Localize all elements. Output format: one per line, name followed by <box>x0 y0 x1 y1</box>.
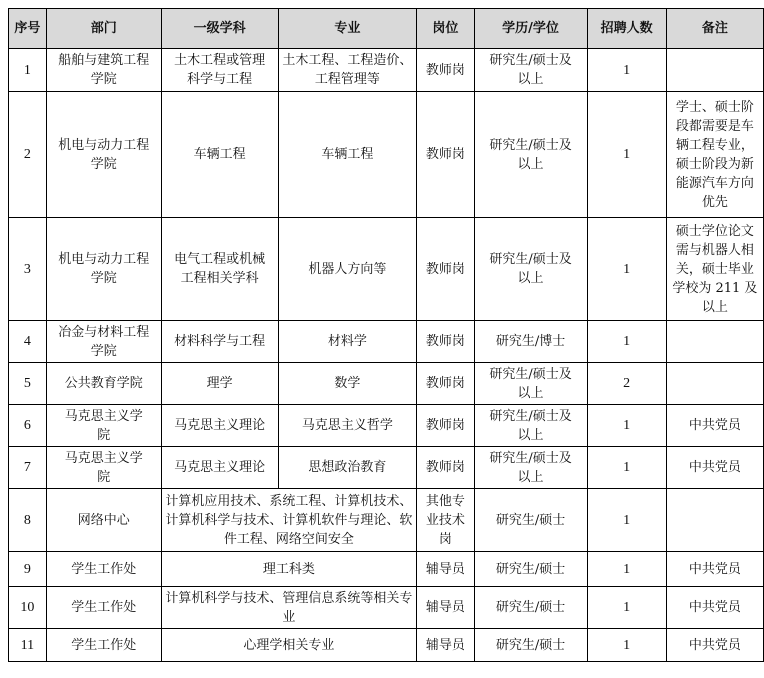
cell-position: 其他专业技术岗 <box>417 489 474 552</box>
cell-seq: 5 <box>9 363 47 405</box>
cell-degree: 研究生/硕士及以上 <box>474 92 587 218</box>
cell-degree: 研究生/硕士 <box>474 552 587 587</box>
header-degree: 学历/学位 <box>474 9 587 49</box>
cell-discipline-major: 理工科类 <box>161 552 416 587</box>
cell-seq: 9 <box>9 552 47 587</box>
cell-count: 1 <box>587 405 666 447</box>
cell-discipline: 材料科学与工程 <box>161 321 278 363</box>
cell-position: 教师岗 <box>417 321 474 363</box>
cell-count: 1 <box>587 629 666 662</box>
cell-notes <box>666 363 763 405</box>
cell-degree: 研究生/硕士 <box>474 629 587 662</box>
cell-dept: 船舶与建筑工程学院 <box>46 49 161 92</box>
cell-position: 辅导员 <box>417 587 474 629</box>
cell-notes: 中共党员 <box>666 405 763 447</box>
cell-major: 土木工程、工程造价、工程管理等 <box>278 49 416 92</box>
cell-position: 辅导员 <box>417 629 474 662</box>
cell-degree: 研究生/硕士 <box>474 587 587 629</box>
cell-dept: 机电与动力工程学院 <box>46 92 161 218</box>
cell-discipline: 土木工程或管理科学与工程 <box>161 49 278 92</box>
cell-discipline: 车辆工程 <box>161 92 278 218</box>
table-row <box>9 363 764 405</box>
cell-discipline: 马克思主义理论 <box>161 447 278 489</box>
cell-dept: 机电与动力工程学院 <box>46 218 161 321</box>
cell-position: 教师岗 <box>417 49 474 92</box>
cell-notes: 中共党员 <box>666 447 763 489</box>
cell-seq: 3 <box>9 218 47 321</box>
cell-seq: 7 <box>9 447 47 489</box>
cell-major: 思想政治教育 <box>278 447 416 489</box>
table-row <box>9 49 764 92</box>
cell-notes: 中共党员 <box>666 587 763 629</box>
cell-major: 材料学 <box>278 321 416 363</box>
table-row <box>9 587 764 629</box>
cell-seq: 6 <box>9 405 47 447</box>
table-row <box>9 629 764 662</box>
cell-count: 1 <box>587 49 666 92</box>
table-row <box>9 321 764 363</box>
cell-degree: 研究生/硕士及以上 <box>474 218 587 321</box>
header-seq: 序号 <box>9 9 47 49</box>
header-major: 专业 <box>278 9 416 49</box>
header-discipline: 一级学科 <box>161 9 278 49</box>
cell-notes: 中共党员 <box>666 552 763 587</box>
table-row <box>9 447 764 489</box>
table-row <box>9 405 764 447</box>
cell-seq: 8 <box>9 489 47 552</box>
cell-degree: 研究生/硕士及以上 <box>474 405 587 447</box>
cell-position: 教师岗 <box>417 447 474 489</box>
cell-count: 1 <box>587 489 666 552</box>
cell-degree: 研究生/硕士及以上 <box>474 363 587 405</box>
header-dept: 部门 <box>46 9 161 49</box>
cell-seq: 1 <box>9 49 47 92</box>
cell-notes: 学士、硕士阶段都需要是车辆工程专业，硕士阶段为新能源汽车方向优先 <box>666 92 763 218</box>
cell-count: 1 <box>587 552 666 587</box>
cell-dept: 学生工作处 <box>46 587 161 629</box>
cell-discipline-major: 心理学相关专业 <box>161 629 416 662</box>
cell-notes: 中共党员 <box>666 629 763 662</box>
header-count: 招聘人数 <box>587 9 666 49</box>
cell-degree: 研究生/博士 <box>474 321 587 363</box>
cell-discipline: 理学 <box>161 363 278 405</box>
recruitment-table <box>8 8 764 662</box>
table-row <box>9 218 764 321</box>
cell-dept: 冶金与材料工程学院 <box>46 321 161 363</box>
cell-count: 1 <box>587 447 666 489</box>
cell-position: 教师岗 <box>417 218 474 321</box>
header-notes: 备注 <box>666 9 763 49</box>
cell-major: 马克思主义哲学 <box>278 405 416 447</box>
cell-seq: 4 <box>9 321 47 363</box>
cell-discipline-major: 计算机科学与技术、管理信息系统等相关专业 <box>161 587 416 629</box>
cell-seq: 2 <box>9 92 47 218</box>
cell-position: 教师岗 <box>417 363 474 405</box>
cell-position: 辅导员 <box>417 552 474 587</box>
cell-position: 教师岗 <box>417 92 474 218</box>
cell-major: 车辆工程 <box>278 92 416 218</box>
header-row <box>9 9 764 49</box>
cell-seq: 11 <box>9 629 47 662</box>
cell-notes <box>666 321 763 363</box>
cell-major: 数学 <box>278 363 416 405</box>
cell-major: 机器人方向等 <box>278 218 416 321</box>
cell-discipline-major: 计算机应用技术、系统工程、计算机技术、计算机科学与技术、计算机软件与理论、软件工程、网络空间安全 <box>161 489 416 552</box>
cell-discipline: 电气工程或机械工程相关学科 <box>161 218 278 321</box>
cell-dept: 公共教育学院 <box>46 363 161 405</box>
cell-notes: 硕士学位论文需与机器人相关，硕士毕业学校为 211 及以上 <box>666 218 763 321</box>
cell-notes <box>666 49 763 92</box>
header-position: 岗位 <box>417 9 474 49</box>
cell-dept: 网络中心 <box>46 489 161 552</box>
table-row <box>9 92 764 218</box>
cell-count: 1 <box>587 218 666 321</box>
cell-dept: 学生工作处 <box>46 629 161 662</box>
cell-degree: 研究生/硕士及以上 <box>474 49 587 92</box>
cell-position: 教师岗 <box>417 405 474 447</box>
cell-notes <box>666 489 763 552</box>
cell-count: 1 <box>587 92 666 218</box>
table-row <box>9 552 764 587</box>
table-row <box>9 489 764 552</box>
cell-discipline: 马克思主义理论 <box>161 405 278 447</box>
cell-count: 1 <box>587 321 666 363</box>
cell-count: 2 <box>587 363 666 405</box>
cell-dept: 马克思主义学院 <box>46 405 161 447</box>
cell-degree: 研究生/硕士及以上 <box>474 447 587 489</box>
cell-degree: 研究生/硕士 <box>474 489 587 552</box>
cell-seq: 10 <box>9 587 47 629</box>
cell-count: 1 <box>587 587 666 629</box>
cell-dept: 学生工作处 <box>46 552 161 587</box>
cell-dept: 马克思主义学院 <box>46 447 161 489</box>
